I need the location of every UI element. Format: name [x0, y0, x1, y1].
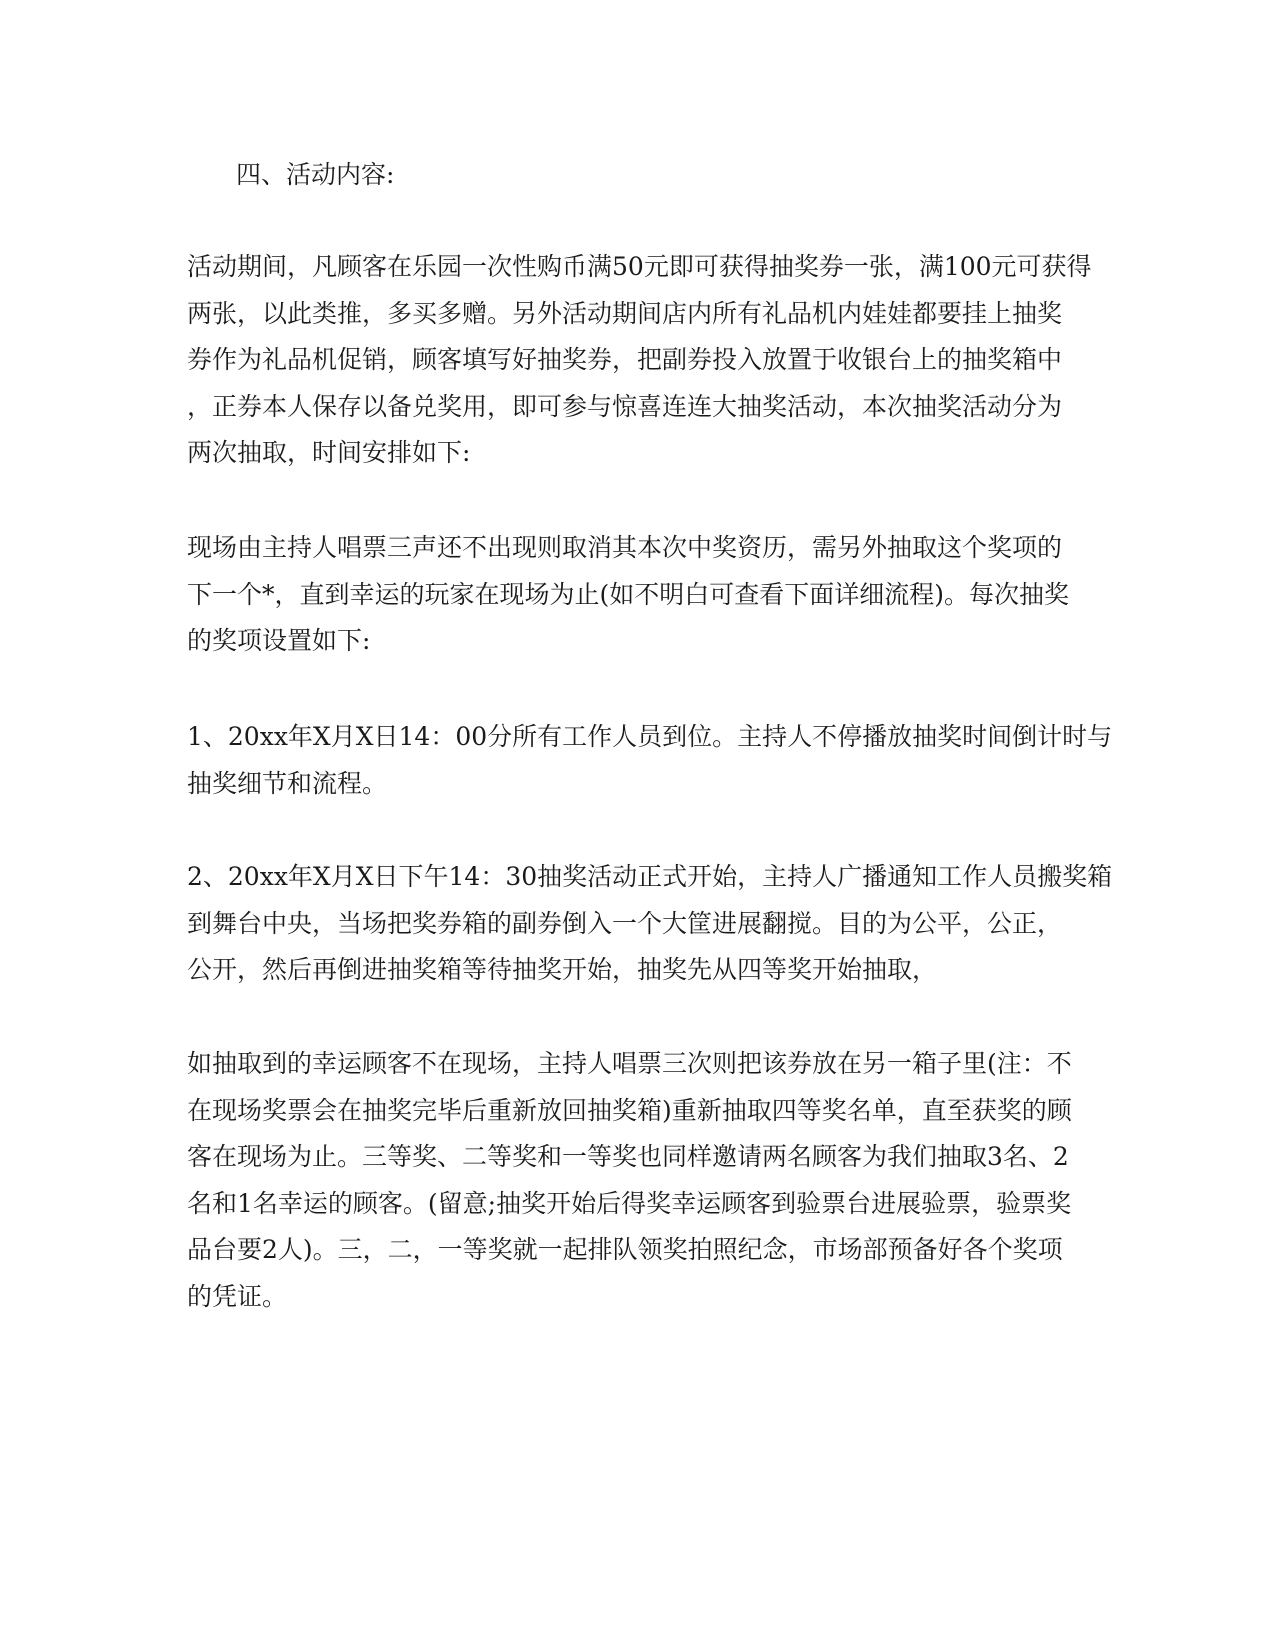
text-line: 券作为礼品机促销，顾客填写好抽奖券，把副券投入放置于收银台上的抽奖箱中 [187, 345, 1063, 374]
text-line: 1、20xx年X月X日14：00分所有工作人员到位。主持人不停播放抽奖时间倒计时与 [187, 722, 1113, 751]
text-line: 的奖项设置如下: [187, 626, 371, 655]
paragraph-host-rules [187, 525, 1070, 665]
text-line: 两张，以此类推，多买多赠。另外活动期间店内所有礼品机内娃娃都要挂上抽奖 [187, 298, 1063, 328]
text-line: 到舞台中央，当场把奖券箱的副券倒入一个大筐进展翻搅。目的为公平，公正， [187, 908, 1063, 938]
text-line: 在现场奖票会在抽奖完毕后重新放回抽奖箱)重新抽取四等奖名单，直至获奖的顾 [187, 1095, 1072, 1125]
text-line: 客在现场为止。三等奖、二等奖和一等奖也同样邀请两名顾客为我们抽取3名、2 [187, 1142, 1069, 1171]
text-line: 公开，然后再倒进抽奖箱等待抽奖开始，抽奖先从四等奖开始抽取， [187, 955, 938, 984]
text-line: 2、20xx年X月X日下午14：30抽奖活动正式开始，主持人广播通知工作人员搬奖箱 [187, 862, 1113, 891]
text-line: 品台要2人)。三，二，一等奖就一起排队领奖拍照纪念，市场部预备好各个奖项 [187, 1235, 1063, 1264]
text-line: 抽奖细节和流程。 [187, 768, 388, 798]
paragraph-step-1 [187, 714, 1113, 807]
text-line: 活动期间，凡顾客在乐园一次性购币满50元即可获得抽奖券一张，满100元可获得 [187, 252, 1092, 281]
text-line: 下一个*，直到幸运的玩家在现场为止(如不明白可查看下面详细流程)。每次抽奖 [187, 579, 1070, 609]
paragraph-activity-period [187, 244, 1092, 477]
section-heading: 四、活动内容: [236, 160, 395, 189]
paragraph-absent-winner [187, 1041, 1072, 1320]
text-line: 如抽取到的幸运顾客不在现场，主持人唱票三次则把该券放在另一箱子里(注：不 [187, 1049, 1072, 1078]
text-line: 的凭证。 [187, 1281, 288, 1311]
text-line: ，正券本人保存以备兑奖用，即可参与惊喜连连大抽奖活动，本次抽奖活动分为 [187, 391, 1063, 421]
text-line: 现场由主持人唱票三声还不出现则取消其本次中奖资历，需另外抽取这个奖项的 [187, 533, 1063, 562]
text-line: 两次抽取，时间安排如下: [187, 438, 471, 467]
paragraph-step-2 [187, 854, 1113, 994]
text-line: 名和1名幸运的顾客。(留意;抽奖开始后得奖幸运顾客到验票台进展验票，验票奖 [187, 1188, 1072, 1218]
